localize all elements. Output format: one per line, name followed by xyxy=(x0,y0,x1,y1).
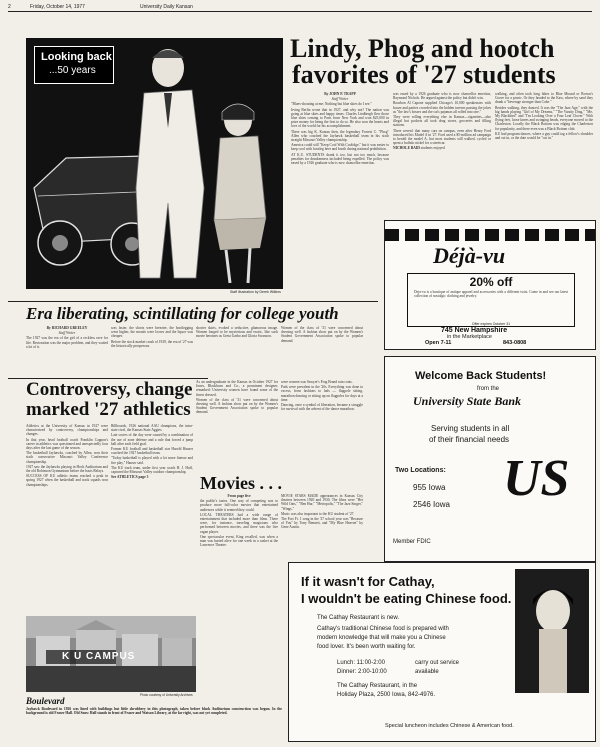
cathay-line-1: The Cathay Restaurant is new. xyxy=(317,615,400,621)
sports-headline-line2: marked '27 athletics xyxy=(26,399,191,420)
page-number: 2 xyxy=(8,4,11,10)
cathay-address-line: Holiday Plaza, 2500 Iowa, 842-4976. xyxy=(337,692,436,698)
cathay-lunch-hours: Lunch: 11:00-2:00 xyxy=(337,660,385,666)
deja-vu-ad xyxy=(384,220,596,350)
main-headline-line2: favorites of '27 students xyxy=(292,60,556,89)
bank-welcome: Welcome Back Students! xyxy=(415,370,547,382)
cathay-ad xyxy=(288,562,596,742)
campus-photo-credit: Photo courtesy of University Archives xyxy=(140,693,193,697)
campus-sign-text: K U CAMPUS xyxy=(62,651,136,662)
cathay-carry-out-2: available xyxy=(415,669,439,675)
deja-vu-address2: in the Marketplace xyxy=(447,334,492,340)
sports-continued: See ATHLETICS page 3 xyxy=(111,475,149,480)
era-col2: was faster, the shorts were breezier, the bootlegging went higher, the morals were looser and the liquor was cheaper. Before the stock market crash of 1929, the era of '27 was the historically prosperous. xyxy=(111,326,193,348)
movies-col2: MOVIE STARS MADE appearances in Kansas City theaters between 1920 and 1930. The films were "Her Wild Oats," "Ben Hur," "Metropolis," "The Jazz Singer," "Wings." Music was also important to the KU student of '27. The Fort Ft. 1 song in the '27 school year was "Because of You" by Tony Bennett, and "My Blue Heaven" by Gene Austin. xyxy=(281,494,363,530)
cathay-line-2: Cathay's traditional Chinese food is prepared with xyxy=(317,626,449,632)
cathay-line-3: modern knowledge that will make you a Chinese xyxy=(317,635,446,641)
issue-date: Friday, October 14, 1977 xyxy=(30,4,85,10)
bank-locations-label: Two Locations: xyxy=(395,467,446,474)
era-col3-cont: As an undergraduate in the Kansas in October 1927 for Jones, Blackburn and Co., a prominent designer, remarked: University women have found some of the finest dressed. Women of the class of '31 were concerned about dressing well. A fashion show put on by the Women's Student Government Association spoke to popular demand. xyxy=(196,380,278,415)
deja-vu-phone: 843-0808 xyxy=(503,340,527,346)
cathay-headline-2: I wouldn't be eating Chinese food. xyxy=(301,591,512,606)
bank-ad xyxy=(384,356,596,562)
bank-serving-2: of their financial needs xyxy=(429,435,510,444)
sports-col2: Billboards, 1926 national AAU champions, the intra-state rival, the Kansas State Aggies. Late scores of the day were caused by a combination of the use of zone defense and a rule that forced a jump ball after each field goal. Former KU football and basketball star Harold Hauser coached the 1927 basketball team. "Today basketball is played with a lot more finesse and fire play," Hauser said. The KU track team, under first year coach H. J. Huff, captured the Missouri Valley outdoor championship. See ATHLETICS page 3 xyxy=(111,424,193,480)
campus-caption-title: Boulevard xyxy=(26,696,65,706)
bank-serving-1: Serving students in all xyxy=(431,424,510,433)
era-col1: By RICHARD GREELEY Staff Writer The 1927 was the era of the girl of a reckless rave for life. Restoration was the major problem, and they waited a lot of it. xyxy=(26,326,108,349)
bank-location-2: 2546 Iowa xyxy=(413,500,450,509)
cathay-line-4: food lover. It's been worth waiting for. xyxy=(317,644,416,650)
main-story-col1: By JOHN P. TRAPP Staff Writer "Blues-shouting at me; Nothing but blue skies do I see." Irving Berlin wrote that in 1927, and why not? The nation was going at blue skies and happy times. Charles Lindbergh flew those blue skies coming to Paris from New York and won $25,000 in prize money for being the first to do so. He also won the hearts and love of the world for his accomplishment. There was big K. Kansas then, the legendary Forrest C. "Phog" Allen who coached the Jayhawk basketball team in his sixth straight Missouri Valley championship. America could still "Keep Cool With Coolidge," but it was easier to keep cool with bootleg beer and booth during national prohibition. AT K.U. STUDENTS drank it too, but not too much, because penalties for drunkenness included being expelled. The policy was eased by a 1926 graduate who is now chancellor emeritus. xyxy=(291,92,389,166)
deja-vu-address: 745 New Hampshire xyxy=(441,327,508,334)
era-byline: By RICHARD GREELEY xyxy=(46,326,88,330)
illustration-photo xyxy=(26,38,283,289)
paper-name: University Daily Kansan xyxy=(140,4,193,10)
bank-from-the: from the xyxy=(477,386,500,392)
main-kicker: NICHOLE BAID xyxy=(393,146,420,151)
main-byline-role: Staff Writer xyxy=(331,97,349,102)
deja-vu-hours: Open 7-11 xyxy=(425,340,452,346)
era-col4-cont: were women was Sawyer's Frog Brand rain coats. Pads were prevalent in the '20s. Everything was done to excess, from fashions to fads — flagpole sitting, marathon dancing or sitting up on flagpoles for days at a time. Dancing, once a symbol of liberation, became a struggle for survival with the advent of the dance marathon. xyxy=(281,380,363,412)
deja-vu-offer: 20% off xyxy=(469,275,513,289)
sports-headline-line1: Controversy, change xyxy=(26,379,193,400)
cathay-carry-out-1: carry out service xyxy=(415,660,460,666)
woman-portrait-image xyxy=(515,569,589,693)
era-col4: Women of the class of '31 were concerned about dressing well. A fashion show put on by the Women's Student Government Association spoke to popular demand. xyxy=(281,326,363,343)
main-headline-line1: Lindy, Phog and hootch xyxy=(290,34,555,63)
deja-vu-border-strip xyxy=(385,229,595,241)
main-story-col2: was eased by a 1926 graduate who is now chancellor emeritus, Raymond Nichols. He argued against the policy but didn't win. Bourbon Al Capone supplied Chicago's 10,000 speakeasies with booze and parties crowded into the hidden taverns passing the jokes as "the law's bosses and the cat's pajamas all rolled into one." They were rolling everything else in Kansas—cigarettes—also illegal but pockets all took drug stores, groceries and filling stations. There weren't that many cars on campus, even after Henry Ford introduced his Model A in '27. Ford used a $5-million ad campaign to herald the model A, but most students still walked, cycled or spent a buffalo nickel for a streetcar. NICHOLE BAID students enjoyed xyxy=(393,92,491,151)
era-headline: Era liberating, scintillating for college youth xyxy=(26,304,339,323)
deja-vu-coupon xyxy=(407,273,575,327)
bank-location-1: 955 Iowa xyxy=(413,483,446,492)
main-byline: By JOHN P. TRAPP xyxy=(324,92,356,96)
deja-vu-title: Déjà-vu xyxy=(433,243,506,268)
era-byline-role: Staff Writer xyxy=(58,331,76,336)
era-top-rule xyxy=(8,301,378,302)
main-story-col3: walking, and often took long hikes to Blue Mound or Brown's Grove for a picnic. Or they headed to the Kaw, where by sand they drank a "beverage stronger than Coke." Besides walking, they danced. It was the "The Jazz Age," with the big bands playing "Girl of My Dreams," "The Varsity Drag," "Me, My Blackbird" and "I'm Looking Over a Four Leaf Clover." With flying feet, loose knees and swinging beads, everyone moved to the Charleston. Locally the Black Bottom was edging the Charleston for popularity, and there even was a Black Bottom club. KU had program dances, where a guy could tag a fellow's shoulder and cut in, or the date would be "cut in." xyxy=(495,92,593,141)
sports-col1: Athletics at the University of Kansas in 1927 were characterized by controversy, championships and changes. In that year, head football coach Franklin Cappon's career in athletics was questioned and unexpectedly four days after the last game of the season. The basketball Jayhawks, coached by Allen, won their sixth consecutive Missouri Valley Conference championship. 1927 saw the Jayhawks playing in Hoch Auditorium and the old Robinson Gymnasium before the basis Relays. SUCCESS OF KU athletic teams reached a peak in spring 1927 when the basketball and track squads won championships. xyxy=(26,424,108,487)
deja-vu-offer-expiry: Offer expires October 31 xyxy=(471,322,511,326)
looking-back-text: Looking back xyxy=(41,51,112,63)
looking-back-label xyxy=(34,46,114,84)
movies-subhead: From page five xyxy=(227,494,251,498)
bank-name: University State Bank xyxy=(413,394,522,408)
deja-vu-offer-desc: Deja-vu is a boutique of antique apparel and accessories with a different twist. Come in and see our latest collection of nostalgic clothing and jewelry. xyxy=(414,290,568,299)
cathay-woman-photo xyxy=(515,569,589,693)
cathay-name-line: The Cathay Restaurant, in the xyxy=(337,683,418,689)
fifty-years-text: ...50 years xyxy=(49,65,96,76)
bank-monogram: US xyxy=(503,450,570,507)
movies-headline: Movies . . . xyxy=(200,473,282,493)
illustration-credit: Staff illustration by Derek Wilkins xyxy=(230,290,281,294)
cathay-special: Special luncheon includes Chinese & American food. xyxy=(385,723,514,729)
cathay-dinner-hours: Dinner: 2:00-10:00 xyxy=(337,669,387,675)
main-kicker-tail: students enjoyed xyxy=(420,146,445,151)
cathay-headline-1: If it wasn't for Cathay, xyxy=(301,574,435,589)
era-col3: shorter skirts, evoked a seductive, glamorous image. Women longed to be mysterious and exotic, like such movie heroines as Greta Garbo and Gloria Swanson. xyxy=(196,326,278,339)
campus-photo xyxy=(26,616,196,692)
movies-col1: From page five the public's tastes. One way of competing was to produce more full-color movies that entertained audiences while it seemed they could. LOCAL THEATERS had a wide range of entertainment that included more than films. There were, for instance, traveling magicians who performed between movies, and there was the live organ player. One spectacular event, King recalled, was when a man was buried alive for one week in a casket at the Lawrence Theatre. xyxy=(200,494,278,548)
masthead-rule xyxy=(8,11,592,12)
campus-caption-body: Jayhawk Boulevard in 1926 was lined with buildings but little shrubbery in this photograph, taken before black Auditorium construction was begun. In the background is old Fraser Hall. Old Snow Hall stands in front of Fraser and Watson Library, at the far right, was not yet completed. xyxy=(26,707,282,716)
bank-member-fdic: Member FDIC xyxy=(393,539,431,545)
main-lead-quote: "Blues-shouting at me; Nothing but blue skies do I see." xyxy=(291,102,372,107)
